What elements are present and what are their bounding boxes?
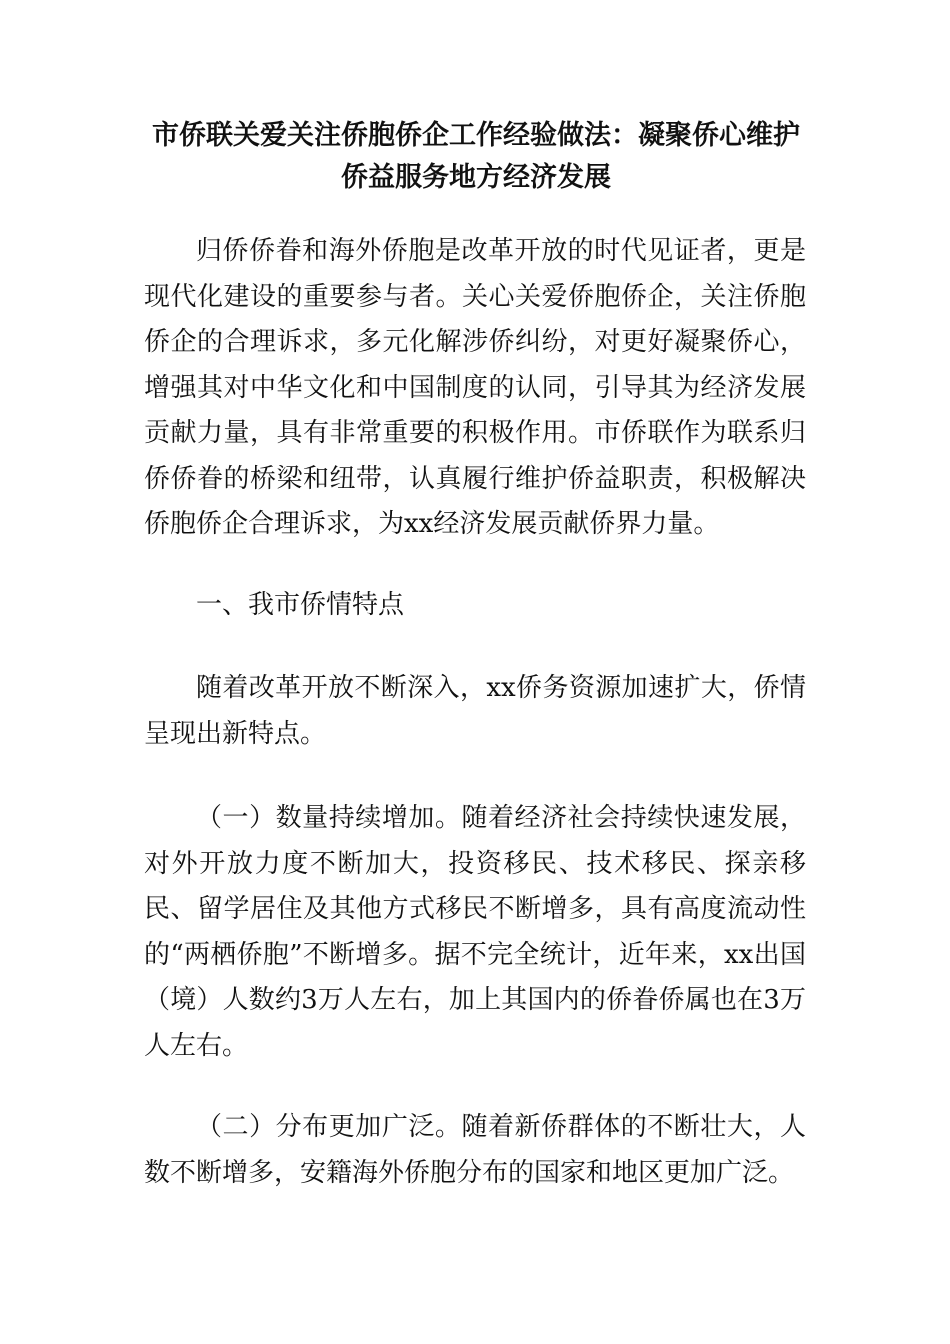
section-lead-paragraph: 随着改革开放不断深入，xx侨务资源加速扩大，侨情呈现出新特点。	[144, 673, 806, 749]
section-heading: 一、我市侨情特点	[196, 590, 405, 620]
item-one-paragraph: （一）数量持续增加。随着经济社会持续快速发展，对外开放力度不断加大，投资移民、技术移民、探亲移民、留学居住及其他方式移民不断增多，具有高度流动性的“两栖侨胞”不断增多。据不完全统计，近年来，xx出国（境）人数约3万人左右，加上其国内的侨眷侨属也在3万人左右。	[144, 803, 806, 1061]
intro-paragraph: 归侨侨眷和海外侨胞是改革开放的时代见证者，更是现代化建设的重要参与者。关心关爱侨胞侨企，关注侨胞侨企的合理诉求，多元化解涉侨纠纷，对更好凝聚侨心，增强其对中华文化和中国制度的认同，引导其为经济发展贡献力量，具有非常重要的积极作用。市侨联作为联系归侨侨眷的桥梁和纽带，认真履行维护侨益职责，积极解决侨胞侨企合理诉求，为xx经济发展贡献侨界力量。	[144, 236, 806, 539]
item-two-paragraph: （二）分布更加广泛。随着新侨群体的不断壮大，人数不断增多，安籍海外侨胞分布的国家和地区更加广泛。	[144, 1112, 806, 1188]
document-title: 市侨联关爱关注侨胞侨企工作经验做法：凝聚侨心维护侨益服务地方经济发展	[152, 120, 800, 193]
